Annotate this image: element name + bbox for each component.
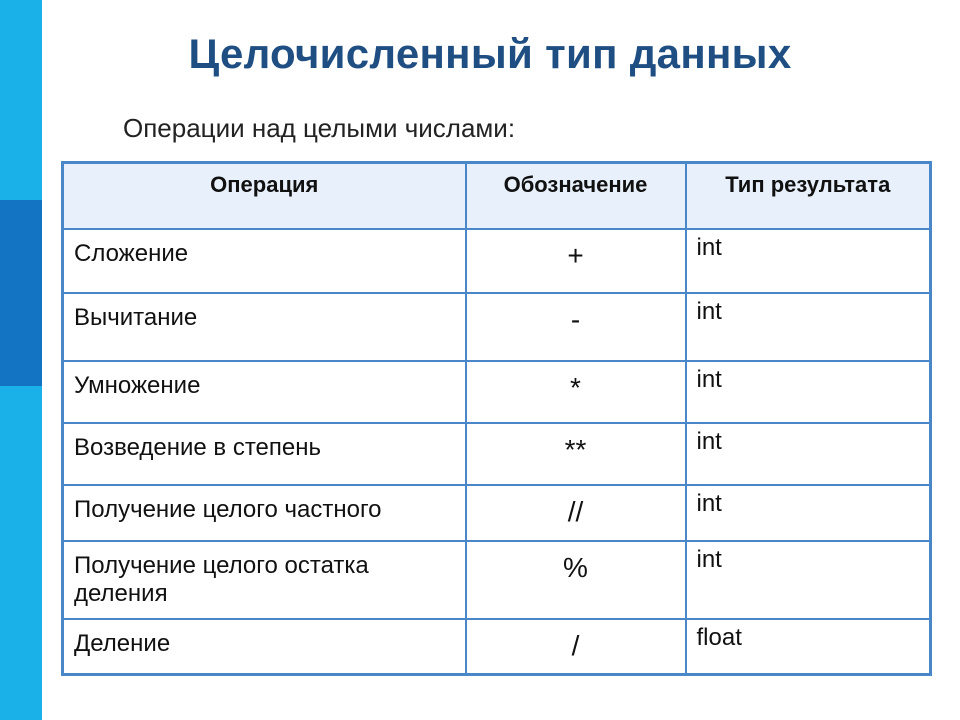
table-row [63,423,931,485]
table-row [63,485,931,541]
result-type-cell: float [686,619,931,675]
result-type-cell: int [686,361,931,423]
symbol-cell: / [466,619,686,675]
side-bar-accent [0,200,42,386]
symbol-cell: - [466,293,686,361]
operations-table [61,161,932,676]
table-row [63,619,931,675]
result-type-cell: int [686,485,931,541]
header-result-type: Тип результата [686,163,931,229]
slide-subtitle: Операции над целыми числами: [123,113,516,143]
slide-title: Целочисленный тип данных [188,30,792,77]
table-header-row [63,163,931,229]
result-type-cell: int [686,541,931,619]
symbol-cell: % [466,541,686,619]
result-type-cell: int [686,293,931,361]
header-symbol: Обозначение [466,163,686,229]
operation-cell: Умножение [63,361,466,423]
symbol-cell: ** [466,423,686,485]
table-row [63,361,931,423]
symbol-cell: * [466,361,686,423]
table-row [63,541,931,619]
operation-cell: Возведение в степень [63,423,466,485]
result-type-cell: int [686,229,931,293]
operation-cell: Вычитание [63,293,466,361]
header-operation: Операция [63,163,466,229]
operation-cell: Сложение [63,229,466,293]
table-row [63,229,931,293]
operation-cell: Получение целого частного [63,485,466,541]
operation-cell: Деление [63,619,466,675]
operation-cell: Получение целого остатка деления [63,541,466,619]
table-row [63,293,931,361]
symbol-cell: // [466,485,686,541]
result-type-cell: int [686,423,931,485]
symbol-cell: + [466,229,686,293]
